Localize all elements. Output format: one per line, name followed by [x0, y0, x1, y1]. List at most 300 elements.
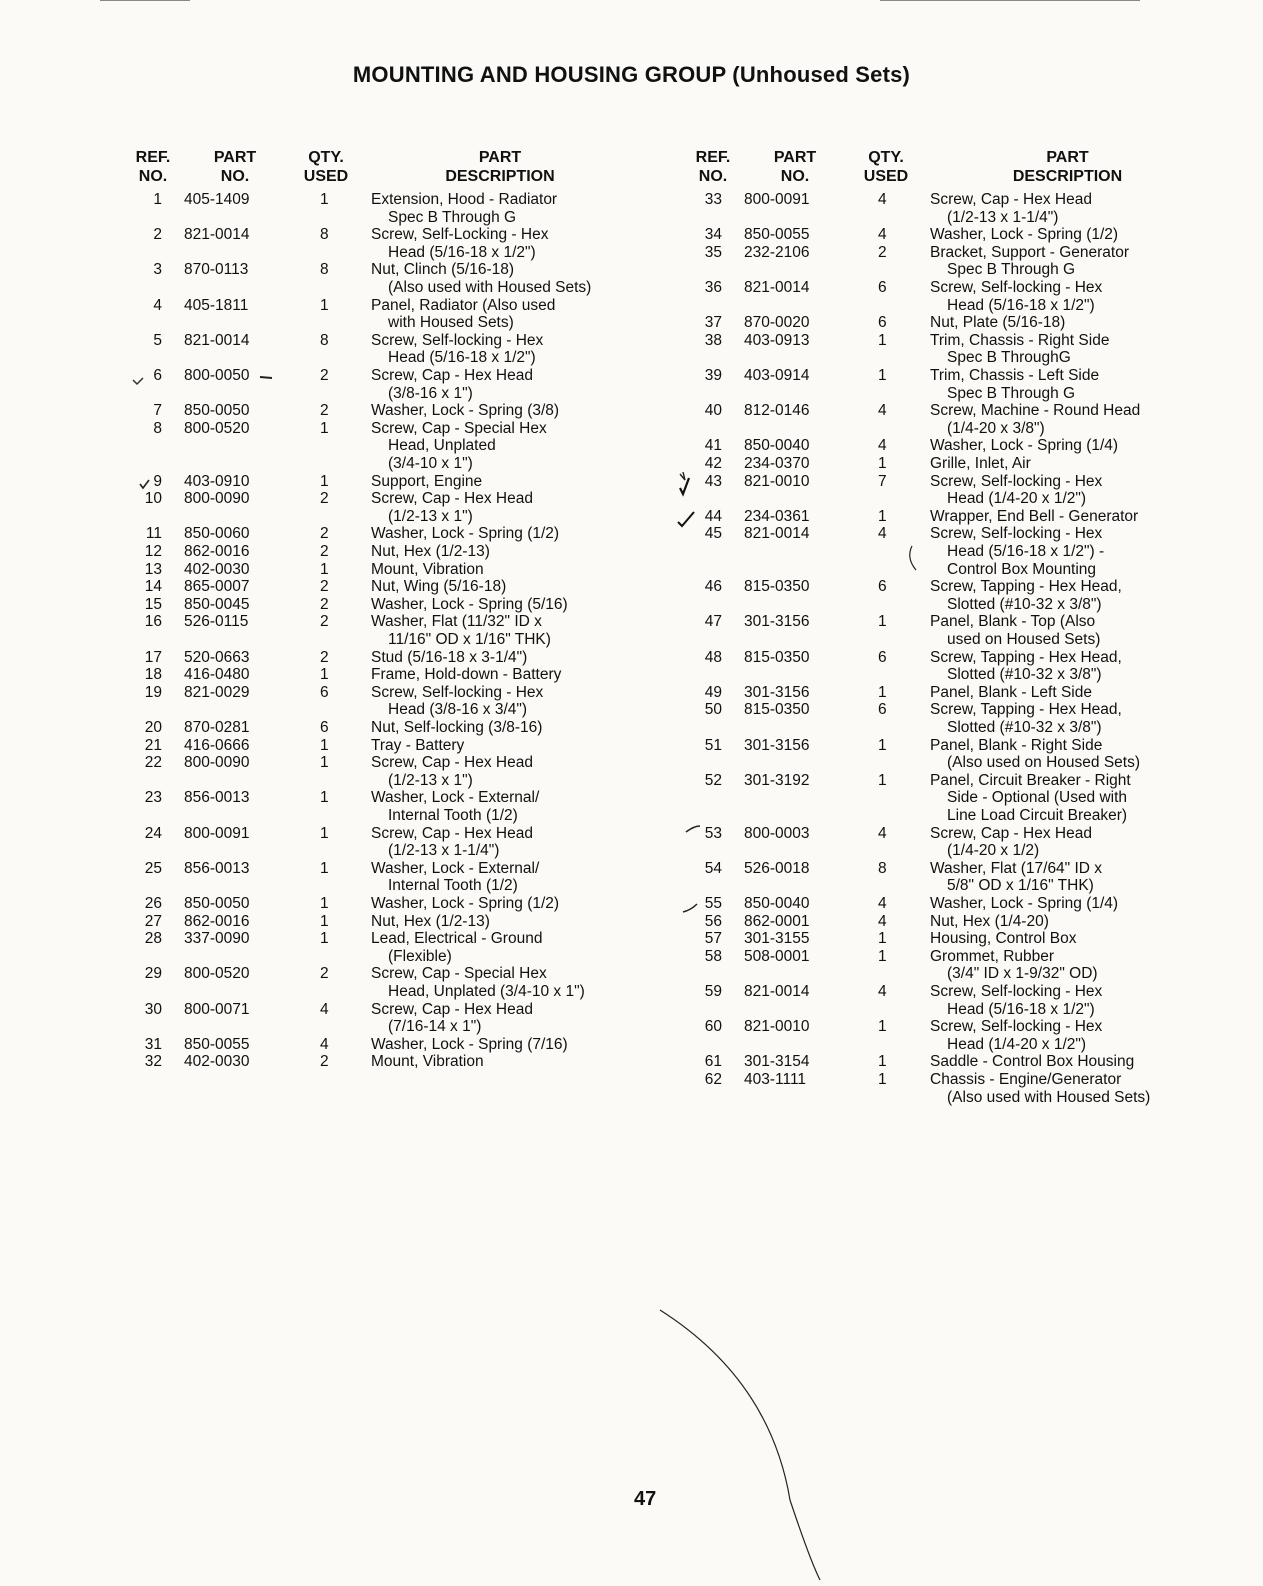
description-line: Nut, Hex (1/2-13)	[371, 543, 490, 560]
part-number: 815-0350	[744, 578, 810, 596]
part-number: 856-0013	[184, 789, 250, 807]
description-line: Chassis - Engine/Generator	[930, 1071, 1122, 1088]
part-number: 850-0050	[184, 895, 250, 912]
ref-number: 23	[144, 789, 162, 807]
part-number: 403-0913	[744, 331, 810, 349]
quantity-used: 2	[320, 578, 329, 596]
ref-number: 60	[704, 1018, 722, 1036]
ref-number: 59	[704, 983, 722, 1000]
header-part-right: PART NO.	[773, 149, 817, 185]
ref-number: 47	[704, 613, 722, 631]
check-mark-icon	[680, 472, 685, 480]
quantity-used: 1	[320, 472, 329, 490]
ref-number: 45	[704, 525, 722, 543]
part-number: 301-3156	[744, 613, 810, 631]
quantity-used: 6	[320, 719, 329, 736]
quantity-used: 1	[878, 367, 887, 384]
quantity-used: 1	[878, 947, 887, 965]
ref-number: 61	[704, 1053, 722, 1071]
description-line: Nut, Self-locking (3/8-16)	[371, 719, 543, 736]
ref-number: 3	[153, 261, 162, 279]
ref-number: 14	[144, 578, 162, 596]
quantity-used: 2	[320, 402, 329, 420]
ref-number: 56	[704, 912, 722, 930]
description-line: Screw, Tapping - Hex Head,	[930, 701, 1122, 719]
ref-number: 22	[144, 754, 162, 772]
ref-number: 5	[153, 331, 162, 349]
description-line: Washer, Lock - Spring (1/2)	[371, 525, 560, 543]
ref-number: 36	[704, 279, 722, 296]
quantity-used: 8	[878, 859, 887, 877]
description-line: Lead, Electrical - Ground	[371, 930, 543, 948]
quantity-used: 1	[320, 859, 329, 877]
quantity-used: 4	[320, 1000, 329, 1018]
part-number: 800-0090	[184, 490, 250, 508]
quantity-used: 4	[878, 191, 887, 208]
part-number: 862-0001	[744, 912, 810, 930]
ref-number: 27	[144, 912, 162, 930]
part-number: 301-3192	[744, 771, 810, 789]
part-number: 520-0663	[184, 648, 250, 666]
description-line: Panel, Blank - Right Side	[930, 736, 1103, 754]
part-number: 850-0055	[744, 226, 810, 244]
part-number: 416-0480	[184, 666, 250, 684]
description-line: Head (5/16-18 x 1/2")	[947, 1000, 1095, 1018]
description-line: Wrapper, End Bell - Generator	[930, 507, 1139, 525]
ref-number: 41	[704, 437, 722, 455]
quantity-used: 1	[878, 331, 887, 349]
description-line: Washer, Flat (11/32" ID x	[371, 613, 542, 631]
part-number: 526-0115	[184, 613, 249, 631]
ref-number: 19	[144, 683, 162, 701]
quantity-used: 6	[878, 279, 887, 296]
part-number: 403-1111	[744, 1071, 807, 1088]
ref-number: 1	[153, 191, 162, 208]
description-line: Washer, Lock - Spring (5/16)	[371, 595, 568, 613]
description-line: Washer, Lock - Spring (7/16)	[371, 1035, 568, 1053]
part-number: 821-0010	[744, 472, 810, 490]
part-number: 850-0040	[744, 895, 810, 912]
ref-number: 11	[145, 525, 162, 543]
quantity-used: 6	[878, 314, 887, 332]
ref-number: 30	[144, 1000, 162, 1018]
quantity-used: 6	[878, 578, 887, 596]
check-mark-icon	[678, 512, 694, 526]
part-number: 232-2106	[744, 243, 810, 261]
quantity-used: 7	[878, 472, 887, 490]
quantity-used: 1	[320, 296, 329, 314]
part-number: 526-0018	[744, 859, 810, 877]
description-line: Head, Unplated	[388, 437, 496, 455]
ref-number: 13	[144, 560, 162, 578]
quantity-used: 1	[320, 191, 329, 208]
ref-number: 40	[704, 402, 722, 420]
ref-number: 46	[704, 578, 722, 596]
ref-number: 7	[153, 402, 162, 420]
description-line: Control Box Mounting	[947, 560, 1097, 578]
part-number: 508-0001	[744, 947, 810, 965]
description-line: Bracket, Support - Generator	[930, 243, 1130, 261]
part-number: 337-0090	[184, 930, 250, 948]
part-number: 870-0020	[744, 314, 810, 332]
description-line: Washer, Lock - Spring (3/8)	[371, 402, 560, 420]
part-number: 850-0060	[184, 525, 250, 543]
description-line: Nut, Clinch (5/16-18)	[371, 261, 515, 279]
quantity-used: 4	[320, 1035, 329, 1053]
quantity-used: 2	[320, 543, 329, 560]
description-line: Head (5/16-18 x 1/2")	[947, 296, 1095, 314]
ref-number: 20	[144, 719, 162, 736]
ref-number: 4	[153, 296, 162, 314]
quantity-used: 2	[320, 1053, 329, 1071]
description-line: Screw, Tapping - Hex Head,	[930, 648, 1122, 666]
part-number: 850-0045	[184, 595, 250, 613]
part-number: 301-3156	[744, 683, 810, 701]
ref-number: 39	[704, 367, 722, 384]
ref-number: 54	[704, 859, 722, 877]
part-number: 301-3155	[744, 930, 810, 948]
pen-stroke	[683, 904, 697, 912]
description-line: Head (5/16-18 x 1/2")	[388, 349, 536, 367]
part-number: 403-0910	[184, 472, 250, 490]
quantity-used: 1	[320, 754, 329, 772]
description-line: Nut, Plate (5/16-18)	[930, 314, 1066, 332]
part-number: 815-0350	[744, 701, 810, 719]
ref-number: 42	[704, 455, 722, 472]
description-line: Screw, Cap - Special Hex	[371, 419, 547, 437]
description-line: Mount, Vibration	[371, 560, 484, 578]
quantity-used: 2	[320, 965, 329, 983]
quantity-used: 1	[320, 560, 329, 578]
part-number: 301-3154	[744, 1053, 810, 1071]
part-number: 800-0520	[184, 419, 250, 437]
description-line: Nut, Hex (1/4-20)	[930, 912, 1049, 930]
quantity-used: 8	[320, 261, 329, 279]
description-line: Spec B Through G	[947, 384, 1076, 402]
quantity-used: 1	[320, 736, 329, 754]
ref-number: 50	[704, 701, 722, 719]
description-line: 5/8" OD x 1/16" THK)	[947, 877, 1094, 895]
quantity-used: 4	[878, 912, 887, 930]
description-line: Screw, Cap - Special Hex	[371, 965, 547, 983]
page-title: MOUNTING AND HOUSING GROUP (Unhoused Sets)	[352, 62, 911, 87]
description-line: Screw, Cap - Hex Head	[930, 824, 1092, 842]
part-number: 862-0016	[184, 543, 250, 560]
description-line: (3/4-10 x 1")	[388, 454, 473, 472]
description-line: (3/4" ID x 1-9/32" OD)	[947, 965, 1098, 983]
description-line: Spec B Through G	[388, 208, 517, 226]
quantity-used: 2	[878, 243, 887, 261]
quantity-used: 1	[878, 507, 887, 525]
description-line: Washer, Flat (17/64" ID x	[930, 859, 1103, 877]
quantity-used: 8	[320, 331, 329, 349]
ref-number: 35	[704, 243, 722, 261]
description-line: Screw, Cap - Hex Head	[371, 1000, 533, 1018]
description-line: with Housed Sets)	[388, 314, 514, 332]
description-line: Trim, Chassis - Right Side	[930, 331, 1110, 349]
quantity-used: 2	[320, 490, 329, 508]
description-line: Slotted (#10-32 x 3/8")	[947, 666, 1102, 684]
description-line: Panel, Radiator (Also used	[371, 296, 556, 314]
header-qty-left: QTY. USED	[303, 149, 349, 185]
ref-number: 55	[704, 895, 722, 912]
description-line: Screw, Cap - Hex Head	[371, 824, 533, 842]
part-number: 800-0091	[744, 191, 810, 208]
quantity-used: 2	[320, 648, 329, 666]
part-number: 870-0281	[184, 719, 250, 736]
description-line: Washer, Lock - Spring (1/4)	[930, 895, 1119, 912]
ref-number: 25	[144, 859, 162, 877]
quantity-used: 6	[320, 683, 329, 701]
quantity-used: 6	[878, 701, 887, 719]
description-line: (1/2-13 x 1-1/4")	[388, 842, 500, 860]
description-line: Screw, Self-locking - Hex	[930, 472, 1103, 490]
arrow-mark	[260, 377, 272, 378]
quantity-used: 1	[878, 1071, 887, 1088]
quantity-used: 1	[878, 736, 887, 754]
description-line: Washer, Lock - Spring (1/2)	[930, 226, 1119, 244]
ref-number: 33	[704, 191, 722, 208]
description-line: Screw, Cap - Hex Head	[371, 367, 533, 384]
bracket-mark	[910, 546, 916, 570]
description-line: Panel, Circuit Breaker - Right	[930, 771, 1131, 789]
quantity-used: 1	[878, 771, 887, 789]
description-line: Tray - Battery	[371, 736, 465, 754]
ref-number: 12	[144, 543, 162, 560]
header-ref-left: REF. NO.	[135, 149, 171, 185]
part-number: 821-0014	[744, 279, 810, 296]
ref-number: 48	[704, 648, 722, 666]
ref-number: 49	[704, 683, 722, 701]
part-number: 821-0014	[184, 226, 250, 244]
quantity-used: 1	[878, 683, 887, 701]
description-line: Head (5/16-18 x 1/2")	[388, 243, 536, 261]
description-line: Support, Engine	[371, 472, 483, 490]
header-ref-right: REF. NO.	[695, 149, 731, 185]
quantity-used: 8	[320, 226, 329, 244]
quantity-used: 1	[320, 419, 329, 437]
part-number: 402-0030	[184, 560, 250, 578]
ref-number: 16	[144, 613, 162, 631]
description-line: (Also used with Housed Sets)	[947, 1088, 1151, 1106]
quantity-used: 6	[878, 648, 887, 666]
pen-stroke	[686, 826, 700, 832]
description-line: Slotted (#10-32 x 3/8")	[947, 595, 1102, 613]
description-line: Screw, Cap - Hex Head	[930, 191, 1092, 208]
part-number: 234-0370	[744, 455, 810, 472]
description-line: Mount, Vibration	[371, 1053, 484, 1071]
ref-number: 29	[144, 965, 162, 983]
description-line: Slotted (#10-32 x 3/8")	[947, 718, 1102, 736]
check-mark-icon	[133, 378, 143, 384]
pen-stroke	[660, 1310, 820, 1580]
ref-number: 58	[704, 947, 722, 965]
part-number: 405-1811	[184, 296, 249, 314]
quantity-used: 4	[878, 226, 887, 244]
description-line: Washer, Lock - Spring (1/4)	[930, 437, 1119, 455]
description-line: Screw, Self-locking - Hex	[371, 331, 544, 349]
description-line: Washer, Lock - External/	[371, 859, 540, 877]
description-line: Screw, Machine - Round Head	[930, 402, 1141, 420]
description-line: Frame, Hold-down - Battery	[371, 666, 562, 684]
description-line: Spec B ThroughG	[947, 349, 1071, 367]
ref-number: 17	[144, 648, 162, 666]
ref-number: 43	[704, 472, 722, 490]
description-line: (1/2-13 x 1")	[388, 771, 473, 789]
part-number: 405-1409	[184, 191, 250, 208]
quantity-used: 1	[878, 1018, 887, 1036]
part-number: 815-0350	[744, 648, 810, 666]
description-line: Screw, Self-locking - Hex	[930, 1018, 1103, 1036]
description-line: Head, Unplated (3/4-10 x 1")	[388, 982, 585, 1000]
header-desc-left: PART DESCRIPTION	[445, 149, 555, 185]
description-line: Screw, Tapping - Hex Head,	[930, 578, 1122, 596]
part-number: 800-0071	[184, 1000, 250, 1018]
description-line: Nut, Hex (1/2-13)	[371, 912, 490, 930]
part-number: 856-0013	[184, 859, 250, 877]
part-number: 402-0030	[184, 1053, 250, 1071]
ref-number: 10	[144, 490, 162, 508]
ref-number: 37	[704, 314, 722, 332]
part-number: 800-0090	[184, 754, 250, 772]
description-line: Washer, Lock - External/	[371, 789, 540, 807]
ref-number: 15	[144, 595, 162, 613]
quantity-used: 1	[878, 613, 887, 631]
description-line: Grille, Inlet, Air	[930, 455, 1031, 472]
description-line: Saddle - Control Box Housing	[930, 1053, 1135, 1071]
ref-number: 31	[144, 1035, 162, 1053]
header-part-left: PART NO.	[213, 149, 257, 185]
check-mark-icon	[140, 480, 149, 488]
quantity-used: 4	[878, 525, 887, 543]
description-line: (Also used on Housed Sets)	[947, 754, 1140, 772]
part-number: 821-0029	[184, 683, 250, 701]
part-number: 800-0520	[184, 965, 250, 983]
description-line: Trim, Chassis - Left Side	[930, 367, 1100, 384]
ref-number: 18	[144, 666, 162, 684]
ref-number: 53	[704, 824, 722, 842]
description-line: Line Load Circuit Breaker)	[947, 806, 1128, 824]
description-line: Nut, Wing (5/16-18)	[371, 578, 507, 596]
part-number: 234-0361	[744, 507, 810, 525]
part-number: 301-3156	[744, 736, 810, 754]
part-number: 821-0010	[744, 1018, 810, 1036]
description-line: Internal Tooth (1/2)	[388, 806, 518, 824]
description-line: (Also used with Housed Sets)	[388, 278, 592, 296]
page-number: 47	[634, 1488, 657, 1510]
quantity-used: 1	[320, 930, 329, 948]
description-line: (1/4-20 x 3/8")	[947, 419, 1045, 437]
quantity-used: 1	[878, 455, 887, 472]
ref-number: 6	[153, 367, 162, 384]
ref-number: 28	[144, 930, 162, 948]
description-line: Stud (5/16-18 x 3-1/4")	[371, 648, 528, 666]
ref-number: 9	[153, 472, 162, 490]
description-line: Head (5/16-18 x 1/2") -	[947, 542, 1105, 560]
ref-number: 57	[704, 930, 722, 948]
ref-number: 34	[704, 226, 722, 244]
description-line: Housing, Control Box	[930, 930, 1077, 948]
description-line: Side - Optional (Used with	[947, 789, 1128, 807]
ref-number: 44	[704, 507, 722, 525]
quantity-used: 4	[878, 402, 887, 420]
part-number: 862-0016	[184, 912, 250, 930]
quantity-used: 4	[878, 895, 887, 912]
quantity-used: 1	[320, 824, 329, 842]
description-line: used on Housed Sets)	[947, 630, 1101, 648]
description-line: Panel, Blank - Top (Also	[930, 613, 1096, 631]
quantity-used: 4	[878, 983, 887, 1000]
quantity-used: 1	[320, 912, 329, 930]
ref-number: 26	[144, 895, 162, 912]
description-line: Spec B Through G	[947, 261, 1076, 279]
description-line: (1/4-20 x 1/2)	[947, 842, 1040, 860]
description-line: (3/8-16 x 1")	[388, 384, 473, 402]
ref-number: 8	[153, 419, 162, 437]
description-line: Screw, Self-locking - Hex	[930, 525, 1103, 543]
quantity-used: 2	[320, 367, 329, 384]
description-line: Screw, Self-locking - Hex	[930, 279, 1103, 296]
description-line: (7/16-14 x 1")	[388, 1018, 482, 1036]
ref-number: 21	[144, 736, 162, 754]
part-number: 870-0113	[184, 261, 249, 279]
quantity-used: 4	[878, 824, 887, 842]
part-number: 416-0666	[184, 736, 250, 754]
quantity-used: 1	[320, 895, 329, 912]
ref-number: 51	[704, 736, 722, 754]
quantity-used: 1	[320, 666, 329, 684]
description-line: Screw, Self-locking - Hex	[930, 983, 1103, 1000]
quantity-used: 1	[878, 930, 887, 948]
part-number: 850-0050	[184, 402, 250, 420]
description-line: Screw, Cap - Hex Head	[371, 754, 533, 772]
part-number: 800-0003	[744, 824, 810, 842]
quantity-used: 4	[878, 437, 887, 455]
description-line: Head (1/4-20 x 1/2")	[947, 1035, 1087, 1053]
description-line: Head (1/4-20 x 1/2")	[947, 490, 1087, 508]
description-line: 11/16" OD x 1/16" THK)	[388, 630, 551, 648]
description-line: Washer, Lock - Spring (1/2)	[371, 895, 560, 912]
description-line: Extension, Hood - Radiator	[371, 191, 558, 208]
ref-number: 2	[153, 226, 162, 244]
part-number: 821-0014	[184, 331, 250, 349]
header-desc-right: PART DESCRIPTION	[1012, 149, 1123, 185]
description-line: Screw, Cap - Hex Head	[371, 490, 533, 508]
part-number: 403-0914	[744, 367, 810, 384]
quantity-used: 2	[320, 525, 329, 543]
description-line: Head (3/8-16 x 3/4")	[388, 701, 528, 719]
description-line: (Flexible)	[388, 947, 452, 965]
part-number: 800-0050	[184, 367, 250, 384]
ref-number: 24	[144, 824, 162, 842]
description-line: Internal Tooth (1/2)	[388, 877, 518, 895]
header-qty-right: QTY. USED	[863, 149, 909, 185]
quantity-used: 2	[320, 613, 329, 631]
description-line: Screw, Self-Locking - Hex	[371, 226, 549, 244]
description-line: Panel, Blank - Left Side	[930, 683, 1092, 701]
quantity-used: 1	[320, 789, 329, 807]
description-line: (1/2-13 x 1")	[388, 507, 473, 525]
quantity-used: 1	[878, 1053, 887, 1071]
part-number: 821-0014	[744, 983, 810, 1000]
part-number: 812-0146	[744, 402, 810, 420]
part-number: 865-0007	[184, 578, 250, 596]
quantity-used: 2	[320, 595, 329, 613]
part-number: 850-0055	[184, 1035, 250, 1053]
ref-number: 62	[704, 1071, 722, 1088]
part-number: 850-0040	[744, 437, 810, 455]
description-line: (1/2-13 x 1-1/4")	[947, 208, 1059, 226]
